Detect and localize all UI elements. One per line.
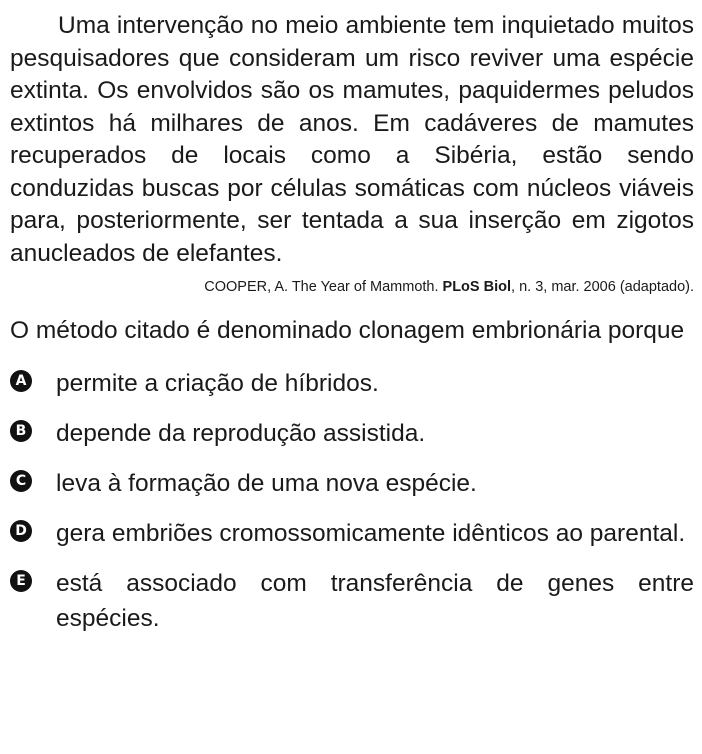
option-a[interactable] bbox=[10, 366, 694, 401]
option-d[interactable] bbox=[10, 516, 694, 551]
option-b[interactable] bbox=[10, 416, 694, 451]
option-e[interactable] bbox=[10, 566, 694, 636]
option-d-text: gera embriões cromossomicamente idênticos ao parental. bbox=[56, 520, 686, 547]
citation-suffix: , n. 3, mar. 2006 (adaptado). bbox=[511, 279, 694, 295]
option-e-letter-icon: E bbox=[10, 570, 32, 592]
citation bbox=[10, 278, 694, 296]
question-stem: O método citado é denominado clonagem embrionária porque bbox=[10, 317, 685, 344]
option-c-text: leva à formação de uma nova espécie. bbox=[56, 470, 477, 497]
option-c-letter-icon: C bbox=[10, 470, 32, 492]
option-e-text: está associado com transferência de genes entre espécies. bbox=[56, 570, 694, 632]
answer-options bbox=[10, 366, 694, 636]
passage-text: Uma intervenção no meio ambiente tem inquietado muitos pesquisadores que consideram um risco reviver uma espécie extinta. Os envolvidos são os mamutes, paquidermes peludos extintos há milhares de anos. Em cadáveres de mamutes recuperados de locais como a Sibéria, estão sendo conduzidas buscas por células somáticas com núcleos viáveis para, posteriormente, ser tentada a sua inserção em zigotos anucleados de elefantes. bbox=[10, 12, 694, 267]
option-c[interactable] bbox=[10, 466, 694, 501]
citation-prefix: COOPER, A. The Year of Mammoth. bbox=[204, 279, 443, 295]
option-a-text: permite a criação de híbridos. bbox=[56, 370, 379, 397]
option-b-text: depende da reprodução assistida. bbox=[56, 420, 426, 447]
option-d-letter-icon: D bbox=[10, 520, 32, 542]
option-b-letter-icon: B bbox=[10, 420, 32, 442]
citation-journal: PLoS Biol bbox=[442, 279, 512, 295]
option-a-letter-icon: A bbox=[10, 370, 32, 392]
